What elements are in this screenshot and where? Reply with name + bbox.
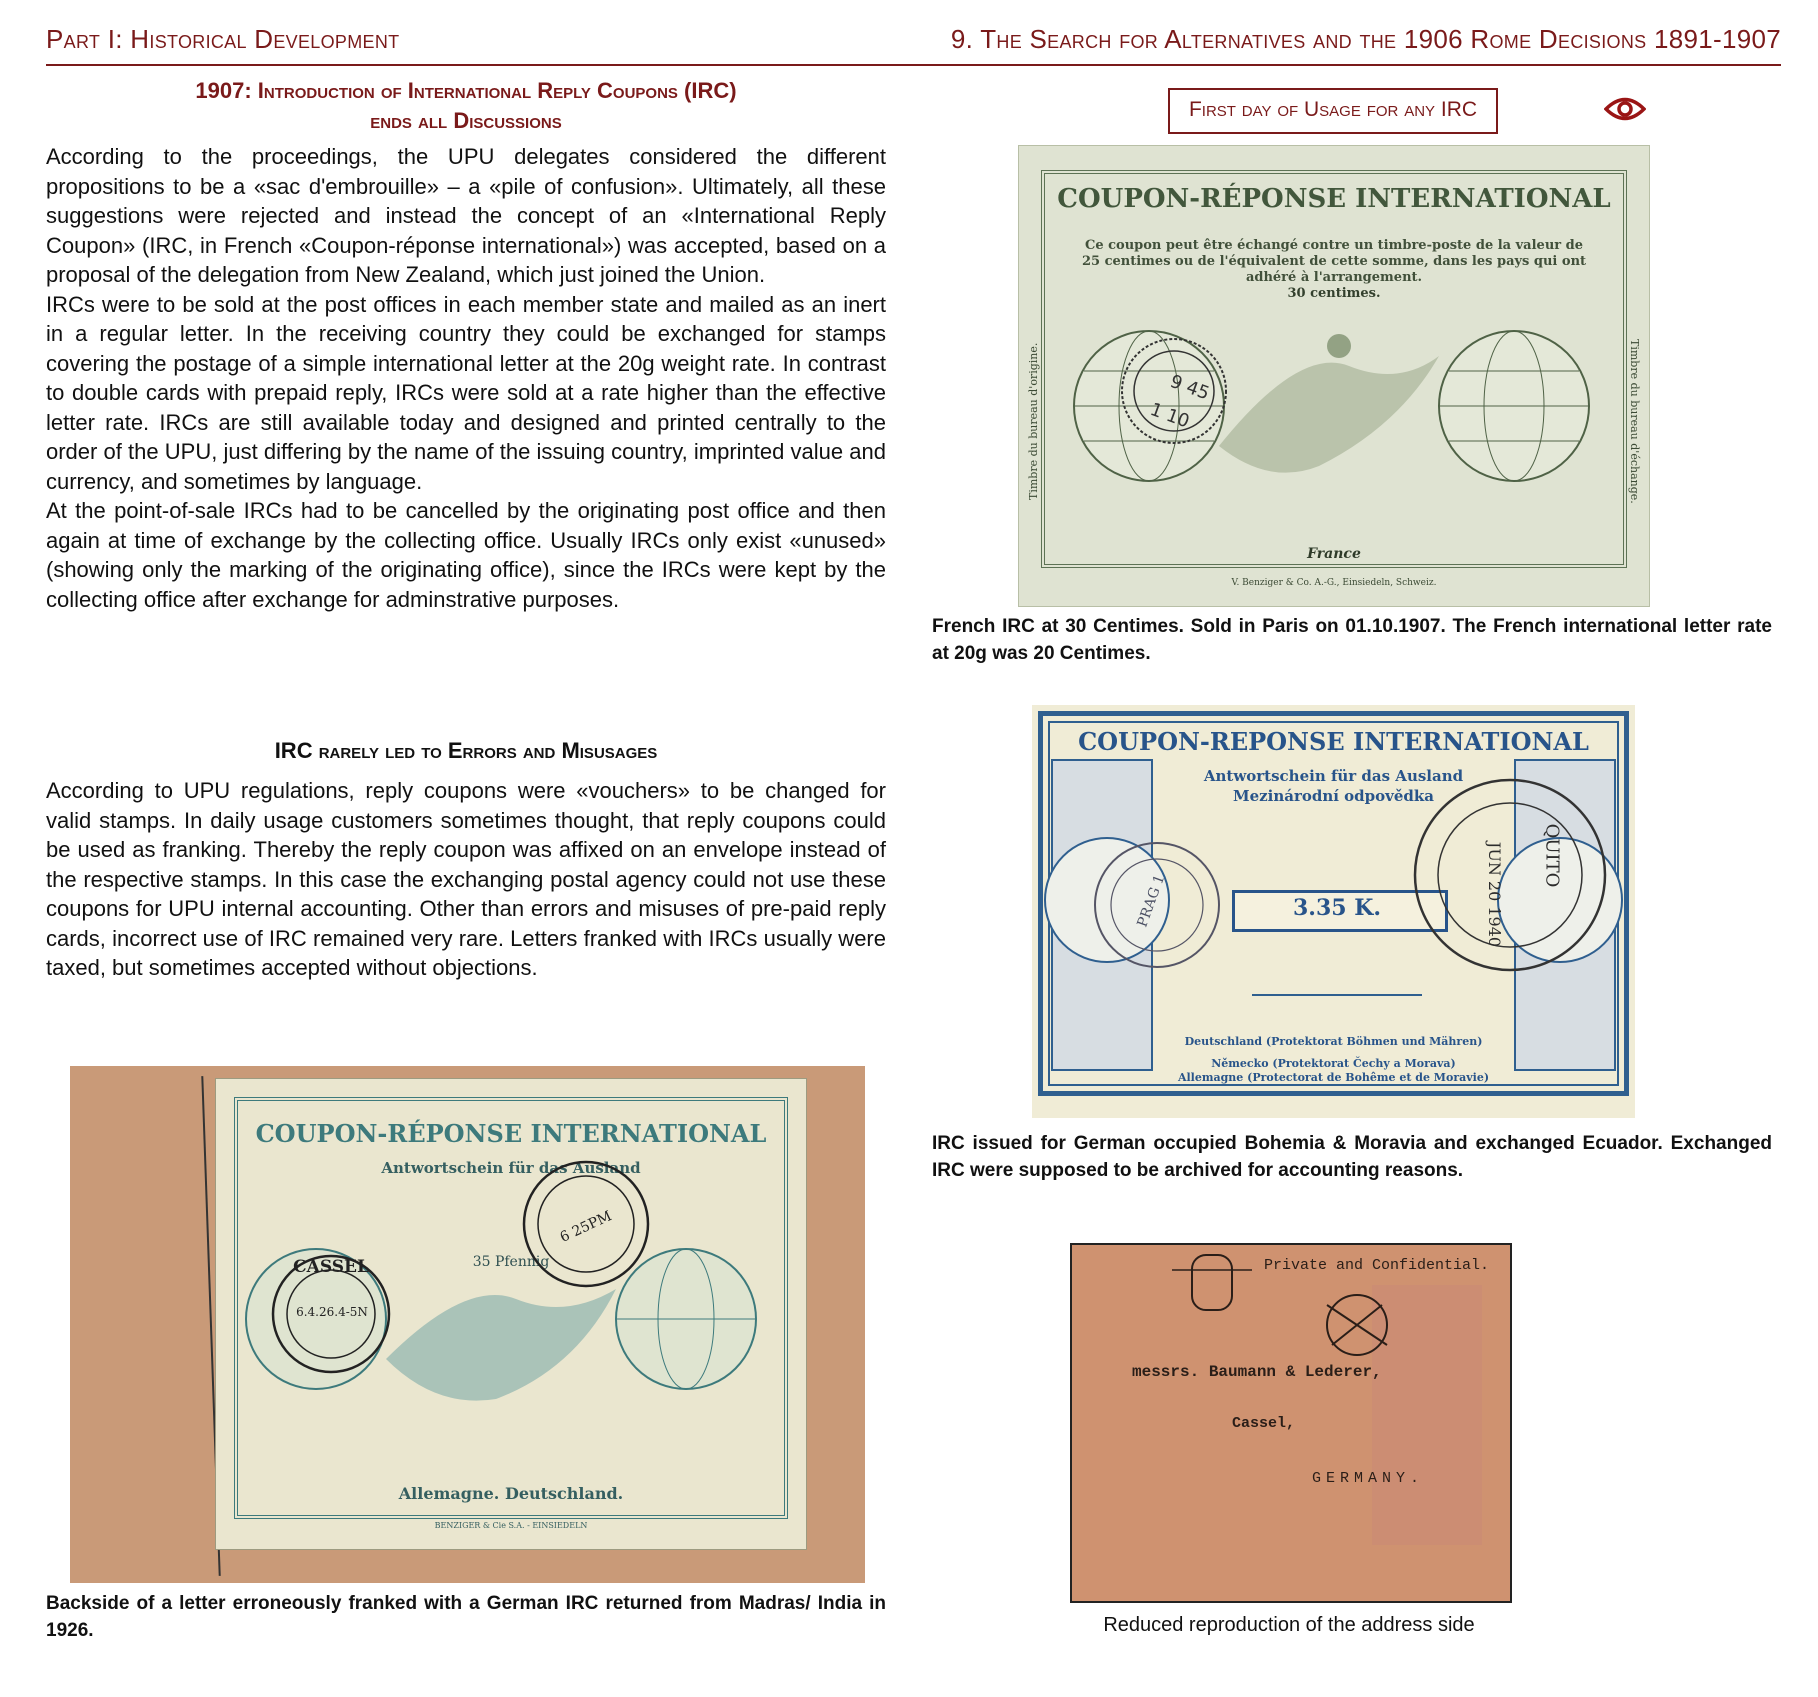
postmark-right-date: 6 25PM: [557, 1208, 615, 1246]
coupon-illustration: [1019, 146, 1649, 606]
envelope-line4: GERMANY.: [1312, 1470, 1425, 1487]
postmark-left-city: CASSEL: [293, 1257, 369, 1277]
coupon-title: COUPON-REPONSE INTERNATIONAL: [1078, 727, 1589, 756]
first-day-label: First day of Usage for any IRC: [1168, 88, 1498, 134]
caption-bohemia-irc: IRC issued for German occupied Bohemia & Moravia and exchanged Ecuador. Exchanged IRC were supposed to be archived for accounting reasons.: [932, 1133, 1772, 1181]
coupon-bottom2: Německo (Protektorat Čechy a Morava): [1211, 1057, 1456, 1070]
coupon-printer: BENZIGER & Cie S.A. - EINSIEDELN: [434, 1521, 588, 1530]
coupon-value: 35 Pfennig: [472, 1254, 550, 1270]
postmark-right-city: QUITO: [1541, 823, 1563, 888]
coupon-bottom3: Allemagne (Protectorat de Bohême et de Moravie): [1177, 1071, 1490, 1084]
coupon-bottom1: Deutschland (Protektorat Böhmen und Mähren): [1184, 1035, 1483, 1048]
section2-body: [46, 776, 886, 983]
coupon-line2: Mezinárodní odpovědka: [1232, 787, 1435, 805]
coupon-printer: V. Benziger & Co. A.-G., Einsiedeln, Schweiz.: [1231, 578, 1437, 588]
coupon-line1: Antwortschein für das Ausland: [381, 1159, 641, 1177]
bohemia-irc-image: [1032, 705, 1635, 1118]
envelope-line2: messrs. Baumann & Lederer,: [1132, 1363, 1382, 1381]
envelope-line3: Cassel,: [1232, 1415, 1296, 1432]
section-title-errors: IRC rarely led to Errors and Misusages: [274, 738, 658, 763]
section-title-line1: 1907: Introduction of International Reply Coupons (IRC): [195, 78, 737, 103]
paragraph: According to the proceedings, the UPU delegates considered the different propositions to be a «sac d'embrouille» – a «pile of confusion». Ultimately, all these suggestions were rejected and instead the concept of an «International Reply Coupon» (IRC, in French «Coupon-réponse international») was accepted, based on a proposal of the delegation from New Zealand, which just joined the Union.: [46, 144, 886, 287]
envelope-image: [1070, 1243, 1512, 1603]
postmark-right-date: JUN 20 1940: [1485, 841, 1505, 948]
caption-french-irc: French IRC at 30 Centimes. Sold in Paris on 01.10.1907. The French international letter rate at 20g was 20 Centimes.: [932, 616, 1772, 664]
caption-envelope: Reduced reproduction of the address side: [1103, 1614, 1475, 1636]
page-header: [46, 24, 1781, 66]
part-title: Part I: Historical Development: [46, 24, 400, 54]
german-irc-letter-image: [70, 1066, 865, 1583]
french-irc-image: [1018, 145, 1650, 607]
side-text-right: Timbre du bureau d'échange.: [1628, 338, 1641, 504]
section1-body: [46, 142, 886, 614]
coupon-country: France: [1307, 546, 1361, 562]
postmark-left-date: 6.4.26.4-5N: [296, 1305, 368, 1319]
coupon-country: Allemagne. Deutschland.: [398, 1484, 624, 1503]
section-title-line2: ends all Discussions: [370, 108, 562, 133]
coupon-line1: Antwortschein für das Ausland: [1203, 767, 1464, 785]
side-text-left: Timbre du bureau d'origine.: [1027, 342, 1040, 500]
coupon-value: 3.35 K.: [1292, 895, 1382, 921]
postmark-left: PRAG 1: [1134, 872, 1169, 930]
coupon-title: COUPON-RÉPONSE INTERNATIONAL: [1057, 184, 1611, 214]
caption-german-irc: Backside of a letter erroneously franked with a German IRC returned from Madras/ India in 1926.: [46, 1593, 886, 1641]
coupon-text: Ce coupon peut être échangé contre un timbre-poste de la valeur de 25 centimes ou de l'équivalent de cette somme, dans les pays qui ont adhéré à l'arrangement.: [1081, 238, 1587, 285]
svg-text:1 10: 1 10: [1147, 398, 1193, 433]
eye-icon: [1604, 96, 1646, 122]
chapter-title: 9. The Search for Alternatives and the 1906 Rome Decisions 1891-1907: [950, 24, 1781, 54]
german-irc-coupon: [215, 1078, 807, 1550]
coupon-title: COUPON-RÉPONSE INTERNATIONAL: [255, 1119, 767, 1148]
paragraph: According to UPU regulations, reply coupons were «vouchers» to be changed for valid stamps. In daily usage customers sometimes thought, that reply coupons could be used as franking. Thereby the reply coupon was affixed on an envelope instead of the respective stamps. In this case the exchanging postal agency could not use these coupons for UPU internal accounting. Other than errors and misuses of pre-paid reply cards, incorrect use of IRC remained very rare. Letters franked with IRCs usually were taxed, but sometimes accepted without objections.: [46, 778, 886, 980]
svg-text:9 45: 9 45: [1167, 370, 1213, 405]
paragraph: IRCs were to be sold at the post offices in each member state and mailed as an inert in a regular letter. In the receiving country they could be exchanged for stamps covering the postage of a simple international letter at the 20g weight rate. In contrast to double cards with prepaid reply, IRCs were sold at a rate higher than the effective letter rate. IRCs are still available today and designed and printed centrally to the order of the UPU, just differing by the name of the issuing country, imprinted value and currency, and sometimes by language.: [46, 291, 886, 494]
paragraph: At the point-of-sale IRCs had to be cancelled by the originating post office and then again at time of exchange by the collecting office. Usually IRCs only exist «unused» (showing only the marking of the originating office), since the IRCs were kept by the collecting office after exchange for adminstrative purposes.: [46, 498, 886, 612]
section-title-irc: [46, 76, 886, 136]
coupon-value: 30 centimes.: [1287, 286, 1381, 301]
envelope-line1: Private and Confidential.: [1264, 1257, 1490, 1274]
